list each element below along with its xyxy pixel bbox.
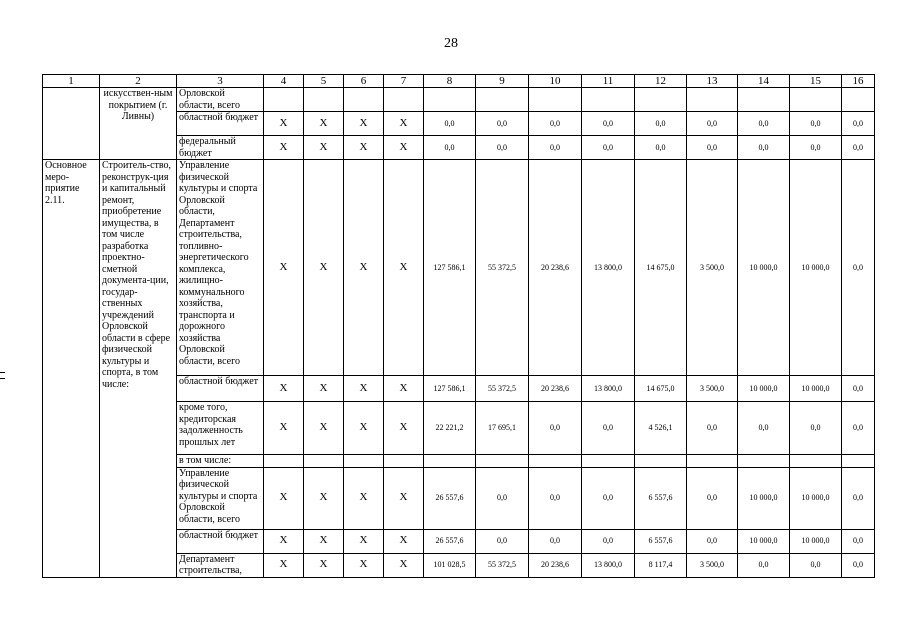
value-cell: [424, 88, 476, 112]
source-label-cell: Орловской области, всего: [177, 88, 264, 112]
source-label-cell: федеральный бюджет: [177, 136, 264, 160]
value-cell: [529, 88, 582, 112]
value-cell: [582, 455, 635, 468]
value-cell: 55 372,5: [476, 160, 529, 376]
value-cell: [687, 455, 738, 468]
value-cell: 0,0: [687, 529, 738, 553]
value-cell: 0,0: [790, 136, 842, 160]
value-cell: 3 500,0: [687, 376, 738, 402]
value-cell: 0,0: [582, 136, 635, 160]
value-cell: 0,0: [790, 402, 842, 455]
column-header: 16: [842, 75, 875, 88]
value-cell: 127 586,1: [424, 160, 476, 376]
column-header: 9: [476, 75, 529, 88]
value-cell: 20 238,6: [529, 160, 582, 376]
value-cell: [529, 455, 582, 468]
value-cell: [738, 455, 790, 468]
column-header: 11: [582, 75, 635, 88]
code-cell: [264, 455, 304, 468]
value-cell: 10 000,0: [790, 160, 842, 376]
value-cell: 0,0: [582, 112, 635, 136]
value-cell: [476, 88, 529, 112]
value-cell: 4 526,1: [635, 402, 687, 455]
code-cell: X: [264, 136, 304, 160]
code-cell: X: [304, 467, 344, 529]
value-cell: 13 800,0: [582, 160, 635, 376]
code-cell: X: [344, 112, 384, 136]
code-cell: X: [264, 467, 304, 529]
code-cell: [344, 455, 384, 468]
value-cell: 10 000,0: [738, 529, 790, 553]
source-label-cell: Управление физической культуры и спорта Орловской области, всего: [177, 467, 264, 529]
value-cell: [842, 455, 875, 468]
value-cell: 3 500,0: [687, 160, 738, 376]
header-row: [43, 75, 875, 88]
value-cell: 13 800,0: [582, 553, 635, 577]
column-header: 2: [100, 75, 177, 88]
value-cell: 26 557,6: [424, 467, 476, 529]
value-cell: 26 557,6: [424, 529, 476, 553]
event-number-cell: Основное меро-приятие 2.11.: [43, 160, 100, 578]
value-cell: 0,0: [842, 112, 875, 136]
budget-table: [42, 74, 875, 578]
code-cell: X: [304, 553, 344, 577]
event-name-cell: Строитель-ство, реконструк-ция и капитальный ремонт, приобретение имущества, в том числе разработка проектно-сметной документа-ции, государ-ственных учреждений Орловской области в сфере физической культуры и спорта, в том числе:: [100, 160, 177, 578]
code-cell: [264, 88, 304, 112]
code-cell: [304, 455, 344, 468]
value-cell: [842, 88, 875, 112]
value-cell: 0,0: [687, 467, 738, 529]
value-cell: 0,0: [738, 112, 790, 136]
code-cell: X: [344, 529, 384, 553]
value-cell: 0,0: [582, 467, 635, 529]
value-cell: 0,0: [476, 467, 529, 529]
code-cell: X: [384, 529, 424, 553]
column-header: 10: [529, 75, 582, 88]
code-cell: X: [264, 376, 304, 402]
code-cell: X: [264, 112, 304, 136]
code-cell: X: [344, 553, 384, 577]
value-cell: 20 238,6: [529, 553, 582, 577]
value-cell: 0,0: [635, 112, 687, 136]
code-cell: X: [344, 376, 384, 402]
margin-mark: [0, 378, 5, 379]
code-cell: X: [344, 136, 384, 160]
source-label-cell: Управление физической культуры и спорта Орловской области, Департамент строительства, топливно-энергетического комплекса, жилищно-коммунального хозяйства, транспорта и дорожного хозяйства Орловской области, всего: [177, 160, 264, 376]
code-cell: X: [304, 136, 344, 160]
value-cell: 0,0: [529, 467, 582, 529]
event-number-cell: [43, 88, 100, 160]
code-cell: X: [344, 402, 384, 455]
code-cell: X: [384, 553, 424, 577]
code-cell: X: [304, 160, 344, 376]
value-cell: [476, 455, 529, 468]
value-cell: 10 000,0: [738, 467, 790, 529]
value-cell: 0,0: [738, 136, 790, 160]
margin-mark: [0, 372, 5, 373]
column-header: 3: [177, 75, 264, 88]
event-name-cell: искусствен-ным покрытием (г. Ливны): [100, 88, 177, 160]
code-cell: X: [344, 160, 384, 376]
value-cell: 0,0: [790, 553, 842, 577]
code-cell: [304, 88, 344, 112]
code-cell: X: [264, 160, 304, 376]
value-cell: 0,0: [424, 112, 476, 136]
source-label-cell: областной бюджет: [177, 376, 264, 402]
value-cell: 13 800,0: [582, 376, 635, 402]
code-cell: X: [264, 402, 304, 455]
source-label-cell: областной бюджет: [177, 529, 264, 553]
value-cell: 0,0: [842, 467, 875, 529]
value-cell: 0,0: [842, 160, 875, 376]
value-cell: 0,0: [424, 136, 476, 160]
column-header: 7: [384, 75, 424, 88]
value-cell: 55 372,5: [476, 553, 529, 577]
value-cell: 14 675,0: [635, 376, 687, 402]
value-cell: 3 500,0: [687, 553, 738, 577]
code-cell: X: [384, 136, 424, 160]
code-cell: [344, 88, 384, 112]
value-cell: 0,0: [687, 136, 738, 160]
source-label-cell: в том числе:: [177, 455, 264, 468]
code-cell: X: [384, 467, 424, 529]
value-cell: 55 372,5: [476, 376, 529, 402]
code-cell: X: [264, 529, 304, 553]
value-cell: 127 586,1: [424, 376, 476, 402]
value-cell: 10 000,0: [738, 160, 790, 376]
column-header: 15: [790, 75, 842, 88]
value-cell: [790, 455, 842, 468]
value-cell: 0,0: [529, 112, 582, 136]
column-header: 6: [344, 75, 384, 88]
column-header: 1: [43, 75, 100, 88]
value-cell: 20 238,6: [529, 376, 582, 402]
source-label-cell: Департамент строительства,: [177, 553, 264, 577]
code-cell: X: [304, 529, 344, 553]
code-cell: X: [384, 402, 424, 455]
value-cell: 0,0: [529, 402, 582, 455]
value-cell: 0,0: [529, 136, 582, 160]
column-header: 8: [424, 75, 476, 88]
value-cell: 0,0: [842, 376, 875, 402]
code-cell: X: [304, 402, 344, 455]
value-cell: 0,0: [842, 402, 875, 455]
value-cell: 10 000,0: [738, 376, 790, 402]
value-cell: 0,0: [635, 136, 687, 160]
value-cell: 0,0: [790, 112, 842, 136]
value-cell: 17 695,1: [476, 402, 529, 455]
value-cell: 14 675,0: [635, 160, 687, 376]
code-cell: [384, 455, 424, 468]
column-header: 4: [264, 75, 304, 88]
table-body: [43, 75, 875, 578]
table-row: [43, 160, 875, 376]
code-cell: X: [384, 160, 424, 376]
code-cell: X: [384, 376, 424, 402]
code-cell: X: [384, 112, 424, 136]
value-cell: 0,0: [476, 529, 529, 553]
value-cell: 0,0: [529, 529, 582, 553]
value-cell: 101 028,5: [424, 553, 476, 577]
page-number: 28: [444, 36, 458, 51]
value-cell: 0,0: [687, 402, 738, 455]
column-header: 13: [687, 75, 738, 88]
value-cell: 22 221,2: [424, 402, 476, 455]
value-cell: [635, 88, 687, 112]
column-header: 14: [738, 75, 790, 88]
value-cell: 0,0: [687, 112, 738, 136]
value-cell: [687, 88, 738, 112]
value-cell: 0,0: [738, 402, 790, 455]
code-cell: [384, 88, 424, 112]
code-cell: X: [304, 376, 344, 402]
value-cell: 0,0: [582, 529, 635, 553]
value-cell: [424, 455, 476, 468]
value-cell: 0,0: [842, 553, 875, 577]
value-cell: 0,0: [582, 402, 635, 455]
value-cell: 10 000,0: [790, 467, 842, 529]
code-cell: X: [344, 467, 384, 529]
source-label-cell: областной бюджет: [177, 112, 264, 136]
value-cell: 10 000,0: [790, 529, 842, 553]
column-header: 12: [635, 75, 687, 88]
value-cell: 0,0: [476, 136, 529, 160]
value-cell: 6 557,6: [635, 529, 687, 553]
value-cell: [790, 88, 842, 112]
value-cell: [738, 88, 790, 112]
value-cell: 0,0: [842, 136, 875, 160]
value-cell: [635, 455, 687, 468]
table-row: [43, 88, 875, 112]
value-cell: 8 117,4: [635, 553, 687, 577]
value-cell: 0,0: [476, 112, 529, 136]
value-cell: 10 000,0: [790, 376, 842, 402]
code-cell: X: [304, 112, 344, 136]
value-cell: [582, 88, 635, 112]
source-label-cell: кроме того, кредиторская задолженность прошлых лет: [177, 402, 264, 455]
value-cell: 6 557,6: [635, 467, 687, 529]
value-cell: 0,0: [738, 553, 790, 577]
column-header: 5: [304, 75, 344, 88]
code-cell: X: [264, 553, 304, 577]
value-cell: 0,0: [842, 529, 875, 553]
